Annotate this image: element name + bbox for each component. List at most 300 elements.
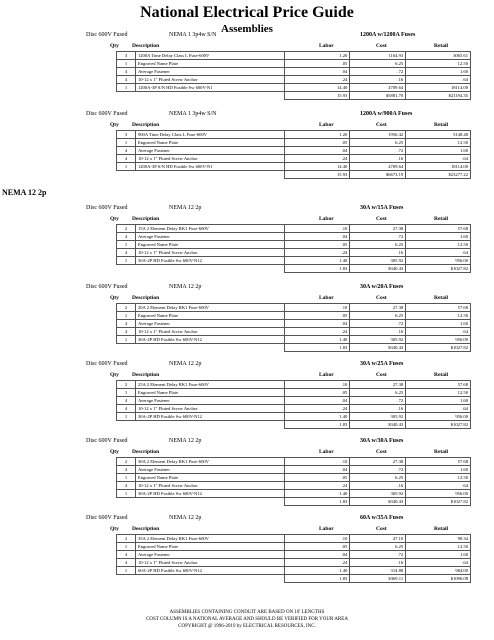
total-row — [117, 92, 471, 100]
cell-qty: 4 — [117, 328, 136, 336]
column-header-labor: Labor — [319, 216, 334, 222]
total-cost: $340.43 — [350, 265, 406, 273]
cell-desc: 10-12 x 1" Fluted Screw Anchor — [135, 249, 284, 257]
total-row — [117, 344, 471, 352]
column-header-retail: Retail — [434, 526, 449, 532]
cell-desc: Engraved Name Plate — [135, 139, 284, 147]
cell-labor: .04 — [284, 233, 350, 241]
cell-retail: 1.60 — [406, 233, 471, 241]
cell-qty: 4 — [117, 320, 136, 328]
assembly-header — [84, 436, 484, 447]
column-header-retail: Retail — [434, 43, 449, 49]
cell-labor: .10 — [284, 458, 350, 466]
column-header-qty: Qty — [110, 295, 119, 301]
assembly-table — [116, 303, 471, 352]
cell-labor: .05 — [284, 139, 350, 147]
cell-retail: .64 — [406, 405, 471, 413]
cell-desc: 10-12 x 1" Fluted Screw Anchor — [135, 405, 284, 413]
total-retail: $23277.22 — [406, 171, 471, 179]
assembly-type: Disc 600V Fused — [86, 361, 128, 367]
cell-cost: 1956.42 — [350, 131, 406, 139]
cell-retail: .64 — [406, 328, 471, 336]
cell-labor: .05 — [284, 312, 350, 320]
cell-cost: .72 — [350, 320, 406, 328]
cell-labor: .10 — [284, 225, 350, 233]
table-row — [117, 155, 471, 163]
column-headers — [84, 447, 484, 457]
cell-retail: 12.50 — [406, 474, 471, 482]
assembly-rating: 1200A w/900A Fuses — [360, 111, 413, 117]
cell-labor: .05 — [284, 241, 350, 249]
table-row — [117, 312, 471, 320]
cell-cost: .72 — [350, 147, 406, 155]
column-header-description: Description — [132, 43, 160, 49]
column-header-cost: Cost — [376, 526, 387, 532]
cell-desc: Average Fastener — [135, 320, 284, 328]
assembly-rating: 30A w/15A Fuses — [360, 205, 404, 211]
table-row — [117, 52, 471, 60]
table-row — [117, 60, 471, 68]
total-row — [117, 575, 471, 583]
cell-desc: 1200A-3P S/N HD Fusible Sw 600V-N1 — [135, 84, 284, 92]
table-row — [117, 163, 471, 171]
cell-retail: 956.00 — [406, 413, 471, 421]
total-cost: $340.43 — [350, 421, 406, 429]
assembly-rating: 30A w/30A Fuses — [360, 438, 404, 444]
total-labor: 1.83 — [284, 498, 350, 506]
cell-qty: 2 — [117, 458, 136, 466]
column-header-description: Description — [132, 449, 160, 455]
cell-qty: 1 — [117, 567, 136, 575]
column-headers — [84, 41, 484, 51]
table-row — [117, 249, 471, 257]
column-header-retail: Retail — [434, 295, 449, 301]
assembly-type: Disc 600V Fused — [86, 111, 128, 117]
table-row — [117, 84, 471, 92]
cell-cost: .72 — [350, 466, 406, 474]
cell-retail: 12.50 — [406, 139, 471, 147]
assembly-rating: 60A w/35A Fuses — [360, 515, 404, 521]
cell-labor: .24 — [284, 328, 350, 336]
cell-qty: 1 — [117, 163, 136, 171]
cell-labor: 1.20 — [284, 131, 350, 139]
cell-desc: 20A 2 Element Delay RK1 Fuse-600V — [135, 304, 284, 312]
cell-retail: 956.00 — [406, 257, 471, 265]
total-labor: 15.93 — [284, 171, 350, 179]
total-row — [117, 171, 471, 179]
cell-qty: 1 — [117, 336, 136, 344]
cell-desc: Engraved Name Plate — [135, 543, 284, 551]
cell-qty: 4 — [117, 551, 136, 559]
assembly-nema: NEMA 1 3p4w S/N — [169, 32, 217, 38]
total-spacer — [135, 92, 284, 100]
cell-qty: 4 — [117, 482, 136, 490]
cell-desc: Average Fastener — [135, 397, 284, 405]
total-spacer — [117, 421, 136, 429]
cell-retail: 12.50 — [406, 241, 471, 249]
assembly-rating: 1200A w/1200A Fuses — [360, 32, 416, 38]
cell-desc: 30A-2P HD Fusible Sw 600V-N12 — [135, 257, 284, 265]
cell-labor: .04 — [284, 397, 350, 405]
column-headers — [84, 370, 484, 380]
cell-cost: 6.25 — [350, 474, 406, 482]
cell-desc: 10-12 x 1" Fluted Screw Anchor — [135, 76, 284, 84]
cell-desc: 60A-2P HD Fusible Sw 600V-N12 — [135, 567, 284, 575]
cell-cost: 1164.93 — [350, 52, 406, 60]
column-header-qty: Qty — [110, 43, 119, 49]
cell-labor: .04 — [284, 320, 350, 328]
cell-cost: .16 — [350, 559, 406, 567]
assembly-table — [116, 457, 471, 506]
cell-cost: 27.38 — [350, 458, 406, 466]
total-cost: $340.43 — [350, 498, 406, 506]
assembly-nema: NEMA 12 2p — [169, 438, 202, 444]
cell-desc: Engraved Name Plate — [135, 389, 284, 397]
cell-qty: 4 — [117, 147, 136, 155]
cell-labor: .04 — [284, 551, 350, 559]
cell-qty: 1 — [117, 474, 136, 482]
table-row — [117, 381, 471, 389]
cell-labor: .10 — [284, 381, 350, 389]
cell-retail: 1.60 — [406, 551, 471, 559]
total-retail: $1027.82 — [406, 265, 471, 273]
cell-qty: 1 — [117, 60, 136, 68]
cell-desc: 1200A-3P S/N HD Fusible Sw 600V-N1 — [135, 163, 284, 171]
cell-desc: 10-12 x 1" Fluted Screw Anchor — [135, 559, 284, 567]
assembly-block — [84, 436, 484, 506]
cell-qty: 1 — [117, 84, 136, 92]
cell-retail: .64 — [406, 482, 471, 490]
cell-cost: 4709.64 — [350, 163, 406, 171]
cell-cost: .16 — [350, 76, 406, 84]
total-labor: 1.83 — [284, 575, 350, 583]
table-row — [117, 535, 471, 543]
cell-qty: 2 — [117, 304, 136, 312]
cell-cost: 305.92 — [350, 257, 406, 265]
section-title-nema12: NEMA 12 2p — [2, 188, 47, 197]
assembly-table — [116, 380, 471, 429]
total-spacer — [135, 575, 284, 583]
cell-cost: 47.10 — [350, 535, 406, 543]
cell-qty: 2 — [117, 535, 136, 543]
cell-labor: .24 — [284, 76, 350, 84]
cell-retail: .64 — [406, 249, 471, 257]
cell-desc: 30A-2P HD Fusible Sw 600V-N12 — [135, 413, 284, 421]
column-header-description: Description — [132, 372, 160, 378]
cell-retail: 1.60 — [406, 397, 471, 405]
table-row — [117, 397, 471, 405]
assembly-type: Disc 600V Fused — [86, 438, 128, 444]
table-row — [117, 559, 471, 567]
total-spacer — [117, 575, 136, 583]
assembly-type: Disc 600V Fused — [86, 32, 128, 38]
cell-retail: 956.00 — [406, 336, 471, 344]
column-header-cost: Cost — [376, 122, 387, 128]
table-row — [117, 551, 471, 559]
cell-cost: 27.38 — [350, 304, 406, 312]
column-header-retail: Retail — [434, 122, 449, 128]
total-row — [117, 421, 471, 429]
cell-labor: .10 — [284, 535, 350, 543]
cell-labor: 14.40 — [284, 84, 350, 92]
total-row — [117, 498, 471, 506]
total-retail: $1027.82 — [406, 421, 471, 429]
total-retail: $1096.08 — [406, 575, 471, 583]
cell-desc: Engraved Name Plate — [135, 474, 284, 482]
cell-labor: .05 — [284, 543, 350, 551]
cell-labor: 1.20 — [284, 52, 350, 60]
total-labor: 15.93 — [284, 92, 350, 100]
cell-labor: .05 — [284, 474, 350, 482]
cell-desc: 900A Time Delay Class L Fuse-600V — [135, 131, 284, 139]
cell-retail: .64 — [406, 155, 471, 163]
cell-retail: .64 — [406, 559, 471, 567]
cell-retail: 1.60 — [406, 466, 471, 474]
cell-retail: 12.50 — [406, 60, 471, 68]
cell-retail: 12.50 — [406, 543, 471, 551]
table-row — [117, 257, 471, 265]
total-spacer — [117, 92, 136, 100]
table-row — [117, 225, 471, 233]
footer-note-conduit: ASSEMBLIES CONTAINING CONDUIT ARE BASED ON 10' LENGTHS — [169, 610, 325, 615]
cell-qty: 4 — [117, 559, 136, 567]
cell-cost: .16 — [350, 482, 406, 490]
cell-cost: 305.92 — [350, 413, 406, 421]
column-header-cost: Cost — [376, 295, 387, 301]
assembly-rating: 30A w/25A Fuses — [360, 361, 404, 367]
total-labor: 1.83 — [284, 265, 350, 273]
assembly-header — [84, 513, 484, 524]
table-row — [117, 389, 471, 397]
table-row — [117, 131, 471, 139]
table-row — [117, 233, 471, 241]
cell-desc: Engraved Name Plate — [135, 241, 284, 249]
column-header-description: Description — [132, 122, 160, 128]
assembly-type: Disc 600V Fused — [86, 284, 128, 290]
cell-retail: 3065.61 — [406, 52, 471, 60]
cell-retail: 18114.00 — [406, 163, 471, 171]
total-spacer — [135, 265, 284, 273]
cell-cost: .72 — [350, 68, 406, 76]
cell-retail: 1.60 — [406, 68, 471, 76]
assembly-table — [116, 51, 471, 100]
cell-retail: 98.34 — [406, 535, 471, 543]
cell-labor: 1.40 — [284, 567, 350, 575]
total-spacer — [117, 498, 136, 506]
assembly-nema: NEMA 12 2p — [169, 361, 202, 367]
column-header-cost: Cost — [376, 372, 387, 378]
assembly-table — [116, 534, 471, 583]
assembly-block — [84, 359, 484, 429]
cell-qty: 1 — [117, 241, 136, 249]
column-headers — [84, 524, 484, 534]
column-header-labor: Labor — [319, 295, 334, 301]
table-row — [117, 147, 471, 155]
cell-desc: 35A 2 Element Delay RK1 Fuse-600V — [135, 535, 284, 543]
column-header-description: Description — [132, 295, 160, 301]
cell-cost: 305.92 — [350, 336, 406, 344]
cell-cost: .72 — [350, 233, 406, 241]
cell-qty: 4 — [117, 397, 136, 405]
cell-desc: 30A-2P HD Fusible Sw 600V-N12 — [135, 490, 284, 498]
cell-retail: 12.50 — [406, 389, 471, 397]
table-row — [117, 328, 471, 336]
cell-retail: 12.50 — [406, 312, 471, 320]
cell-labor: .24 — [284, 559, 350, 567]
cell-qty: 1 — [117, 312, 136, 320]
cell-qty: 4 — [117, 249, 136, 257]
assembly-type: Disc 600V Fused — [86, 515, 128, 521]
table-row — [117, 490, 471, 498]
column-header-labor: Labor — [319, 526, 334, 532]
column-header-qty: Qty — [110, 216, 119, 222]
table-row — [117, 567, 471, 575]
total-retail: $21194.35 — [406, 92, 471, 100]
cell-retail: 18114.00 — [406, 84, 471, 92]
cell-qty: 4 — [117, 405, 136, 413]
table-row — [117, 466, 471, 474]
cell-desc: 30A 2 Element Delay RK1 Fuse-600V — [135, 458, 284, 466]
total-spacer — [135, 344, 284, 352]
cell-labor: .05 — [284, 389, 350, 397]
cell-cost: 6.25 — [350, 389, 406, 397]
table-row — [117, 413, 471, 421]
footer-note-cost: COST COLUMN IS A NATIONAL AVERAGE AND SHOULD BE VERIFIED FOR YOUR AREA — [146, 617, 348, 622]
cell-cost: 6.25 — [350, 543, 406, 551]
total-cost: $5881.70 — [350, 92, 406, 100]
cell-qty: 4 — [117, 76, 136, 84]
total-spacer — [135, 421, 284, 429]
total-retail: $1027.82 — [406, 498, 471, 506]
cell-qty: 4 — [117, 466, 136, 474]
footer-copyright: COPYRIGHT @ 1996-2019 by ELECTRICAL RESOURCES, INC. — [178, 624, 316, 629]
column-header-labor: Labor — [319, 122, 334, 128]
page-title: National Electrical Price Guide — [140, 4, 354, 21]
assembly-block — [84, 513, 484, 583]
cell-desc: 15A 2 Element Delay RK1 Fuse-600V — [135, 225, 284, 233]
cell-desc: Average Fastener — [135, 147, 284, 155]
cell-cost: 6.25 — [350, 60, 406, 68]
total-retail: $1027.82 — [406, 344, 471, 352]
table-row — [117, 139, 471, 147]
cell-labor: .24 — [284, 405, 350, 413]
cell-labor: 1.40 — [284, 490, 350, 498]
cell-labor: .24 — [284, 155, 350, 163]
column-header-qty: Qty — [110, 526, 119, 532]
cell-cost: 4709.64 — [350, 84, 406, 92]
cell-qty: 2 — [117, 381, 136, 389]
column-header-description: Description — [132, 216, 160, 222]
cell-retail: 57.68 — [406, 225, 471, 233]
cell-cost: 6.25 — [350, 312, 406, 320]
assembly-block — [84, 30, 484, 100]
cell-labor: 1.40 — [284, 413, 350, 421]
cell-qty: 1 — [117, 389, 136, 397]
cell-cost: .72 — [350, 551, 406, 559]
cell-desc: 10-12 x 1" Fluted Screw Anchor — [135, 482, 284, 490]
cell-labor: .24 — [284, 249, 350, 257]
column-headers — [84, 214, 484, 224]
cell-desc: 30A-2P HD Fusible Sw 600V-N12 — [135, 336, 284, 344]
cell-desc: Engraved Name Plate — [135, 312, 284, 320]
cell-retail: 57.68 — [406, 304, 471, 312]
assembly-table — [116, 130, 471, 179]
cell-desc: 10-12 x 1" Fluted Screw Anchor — [135, 328, 284, 336]
assembly-nema: NEMA 12 2p — [169, 284, 202, 290]
assembly-header — [84, 359, 484, 370]
total-cost: $6673.19 — [350, 171, 406, 179]
cell-qty: 4 — [117, 68, 136, 76]
cell-labor: .05 — [284, 60, 350, 68]
table-row — [117, 543, 471, 551]
column-header-qty: Qty — [110, 449, 119, 455]
column-headers — [84, 120, 484, 130]
cell-retail: 1.60 — [406, 320, 471, 328]
table-row — [117, 304, 471, 312]
cell-desc: Engraved Name Plate — [135, 60, 284, 68]
cell-retail: 956.00 — [406, 490, 471, 498]
total-cost: $369.11 — [350, 575, 406, 583]
cell-cost: 27.38 — [350, 381, 406, 389]
assembly-block — [84, 282, 484, 352]
table-row — [117, 458, 471, 466]
cell-desc: Average Fastener — [135, 68, 284, 76]
cell-cost: 6.25 — [350, 241, 406, 249]
table-row — [117, 405, 471, 413]
cell-retail: .64 — [406, 76, 471, 84]
assembly-block — [84, 203, 484, 273]
table-row — [117, 68, 471, 76]
assembly-block — [84, 109, 484, 179]
cell-retail: 57.68 — [406, 381, 471, 389]
cell-cost: 314.88 — [350, 567, 406, 575]
cell-labor: 1.40 — [284, 336, 350, 344]
column-header-labor: Labor — [319, 43, 334, 49]
page-subtitle: Assemblies — [221, 23, 273, 35]
cell-cost: .72 — [350, 397, 406, 405]
cell-cost: .16 — [350, 328, 406, 336]
cell-labor: 1.40 — [284, 257, 350, 265]
column-header-retail: Retail — [434, 372, 449, 378]
cell-labor: 14.40 — [284, 163, 350, 171]
total-spacer — [135, 498, 284, 506]
cell-qty: 4 — [117, 233, 136, 241]
assembly-type: Disc 600V Fused — [86, 205, 128, 211]
total-spacer — [117, 171, 136, 179]
table-row — [117, 241, 471, 249]
cell-desc: 10-12 x 1" Fluted Screw Anchor — [135, 155, 284, 163]
cell-cost: 6.25 — [350, 139, 406, 147]
assembly-nema: NEMA 1 3p4w S/N — [169, 111, 217, 117]
assembly-nema: NEMA 12 2p — [169, 515, 202, 521]
cell-desc: 1200A Time Delay Class L Fuse-600V — [135, 52, 284, 60]
cell-cost: .16 — [350, 405, 406, 413]
assembly-rating: 30A w/20A Fuses — [360, 284, 404, 290]
cell-desc: Average Fastener — [135, 233, 284, 241]
assembly-header — [84, 282, 484, 293]
cell-labor: .10 — [284, 304, 350, 312]
assembly-header — [84, 30, 484, 41]
cell-qty: 2 — [117, 225, 136, 233]
cell-desc: 25A 2 Element Delay RK1 Fuse-600V — [135, 381, 284, 389]
column-header-description: Description — [132, 526, 160, 532]
cell-labor: .04 — [284, 68, 350, 76]
table-row — [117, 320, 471, 328]
cell-qty: 1 — [117, 543, 136, 551]
column-header-cost: Cost — [376, 43, 387, 49]
table-row — [117, 482, 471, 490]
cell-cost: .16 — [350, 249, 406, 257]
